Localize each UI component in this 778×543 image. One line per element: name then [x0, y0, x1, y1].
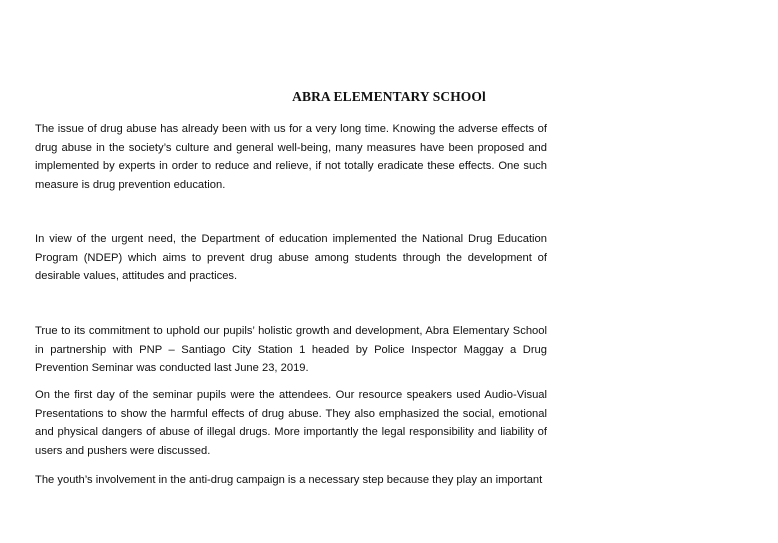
paragraph-youth-involvement: The youth’s involvement in the anti-drug campaign is a necessary step because they play an important [35, 474, 543, 486]
paragraph-ndep: In view of the urgent need, the Department of education implemented the National Drug Education Program (NDEP) which aims to prevent drug abuse among students through the development of desirable values, attitudes and practices. [35, 233, 547, 282]
paragraph-partnership: True to its commitment to uphold our pupils’ holistic growth and development, Abra Elementary School in partnership with PNP – Santiago City Station 1 headed by Police Inspector Maggay a Drug Prevention Seminar was conducted last June 23, 2019. [35, 325, 547, 374]
page-title: ABRA ELEMENTARY SCHOOl [292, 89, 486, 104]
paragraph-intro: The issue of drug abuse has already been with us for a very long time. Knowing the adverse effects of drug abuse in the society’s culture and general well-being, many measures have been proposed and implemented by experts in order to reduce and relieve, if not totally eradicate these effects. One such measure is drug prevention education. [35, 123, 547, 191]
clipped-text-region [35, 471, 547, 486]
paragraph-seminar-day-one: On the first day of the seminar pupils were the attendees. Our resource speakers used Audio-Visual Presentations to show the harmful effects of drug abuse. They also emphasized the social, emotional and physical dangers of abuse of illegal drugs. More importantly the legal responsibility and liability of users and pushers were discussed. [35, 389, 547, 457]
